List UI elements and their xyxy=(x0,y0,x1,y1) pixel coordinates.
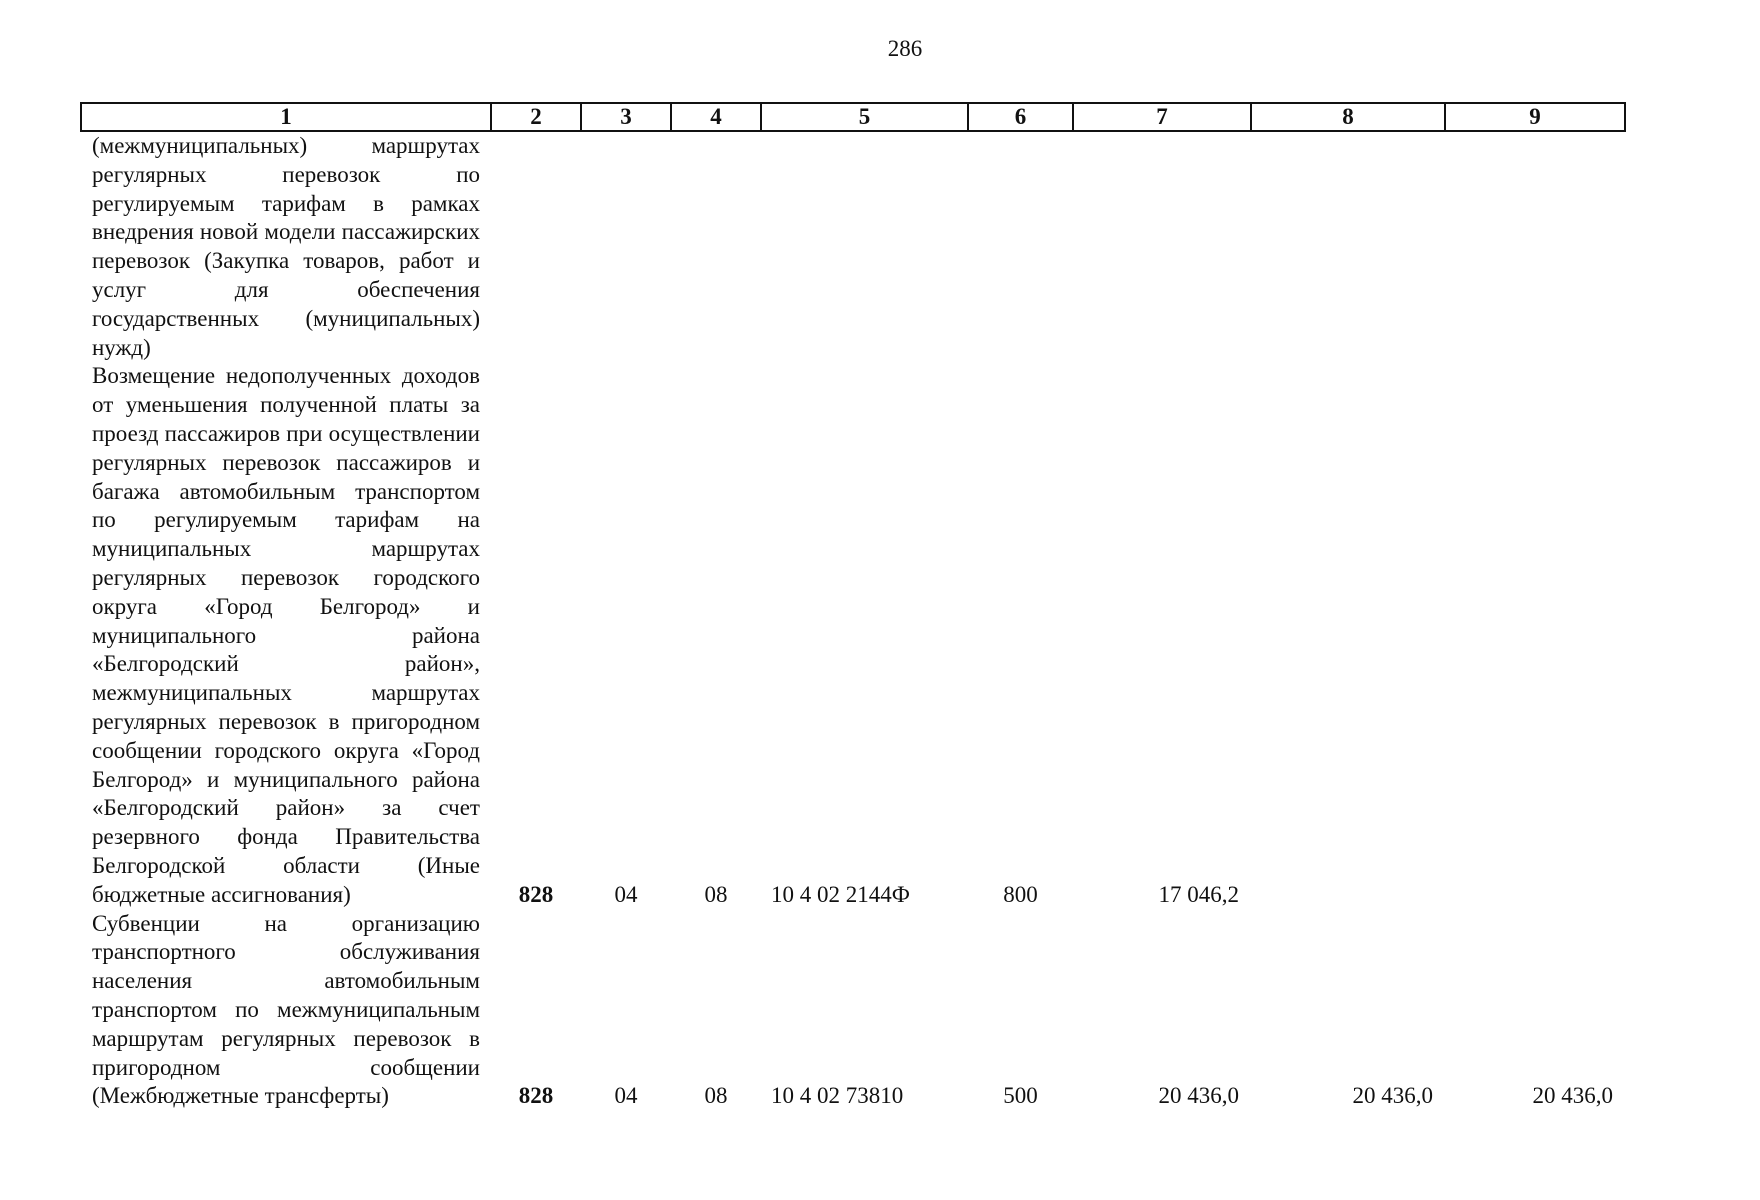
cell-col7 xyxy=(1073,131,1251,362)
page-number: 286 xyxy=(887,36,923,61)
column-header: 6 xyxy=(968,103,1073,131)
cell-col2: 828 xyxy=(518,881,554,907)
cell-col4 xyxy=(671,131,761,362)
table-row xyxy=(81,910,1625,1112)
column-header: 2 xyxy=(491,103,581,131)
cell-col5 xyxy=(761,131,968,362)
column-header: 7 xyxy=(1073,103,1251,131)
column-header: 8 xyxy=(1251,103,1445,131)
cell-col5: 10 4 02 73810 xyxy=(771,1083,904,1109)
column-header: 9 xyxy=(1445,103,1625,131)
cell-col3 xyxy=(581,131,671,362)
row-description: Возмещение недополученных доходов от уменьшения полученной платы за проезд пассажиров при осуществлении регулярных перевозок пассажиров и багажа автомобильным транспортом по регулируемым тарифам на муниципальных маршрутах регулярных перевозок городского округа «Город Белгород» и муниципального района «Белгородский район», межмуниципальных маршрутах регулярных перевозок в пригородном сообщении городского округа «Город Белгород» и муниципального района «Белгородский район» за счет резервного фонда Правительства Белгородской области (Иные бюджетные ассигнования) xyxy=(92,363,480,907)
cell-col7: 20 436,0 xyxy=(1158,1083,1239,1109)
cell-col9 xyxy=(1445,362,1625,909)
table-row xyxy=(81,362,1625,909)
cell-col8 xyxy=(1251,362,1445,909)
column-header: 5 xyxy=(761,103,968,131)
cell-col4: 08 xyxy=(704,1083,728,1109)
cell-col3: 04 xyxy=(614,881,638,907)
cell-col9 xyxy=(1445,131,1625,362)
cell-col7: 17 046,2 xyxy=(1158,881,1239,907)
column-header: 1 xyxy=(81,103,491,131)
cell-col8 xyxy=(1251,131,1445,362)
cell-col2: 828 xyxy=(518,1083,554,1109)
budget-table xyxy=(80,102,1626,1111)
row-description: (межмуниципальных) маршрутах регулярных перевозок по регулируемым тарифам в рамках внедрения новой модели пассажирских перевозок (Закупка товаров, работ и услуг для обеспечения государственных (муниципальных) нужд) xyxy=(92,133,480,360)
cell-col3: 04 xyxy=(614,1083,638,1109)
cell-col8: 20 436,0 xyxy=(1352,1083,1433,1109)
row-description: Субвенции на организацию транспортного обслуживания населения автомобильным транспортом по межмуниципальным маршрутам регулярных перевозок в пригородном сообщении (Межбюджетные трансферты) xyxy=(92,910,480,1109)
cell-col6: 800 xyxy=(1003,881,1038,907)
cell-col9: 20 436,0 xyxy=(1532,1083,1613,1109)
cell-col6: 500 xyxy=(1003,1083,1038,1109)
cell-col2 xyxy=(491,131,581,362)
column-header: 3 xyxy=(581,103,671,131)
cell-col4: 08 xyxy=(704,881,728,907)
table-row xyxy=(81,131,1625,362)
column-header: 4 xyxy=(671,103,761,131)
cell-col6 xyxy=(968,131,1073,362)
cell-col5: 10 4 02 2144Ф xyxy=(771,881,910,907)
table-header-row xyxy=(81,103,1625,131)
